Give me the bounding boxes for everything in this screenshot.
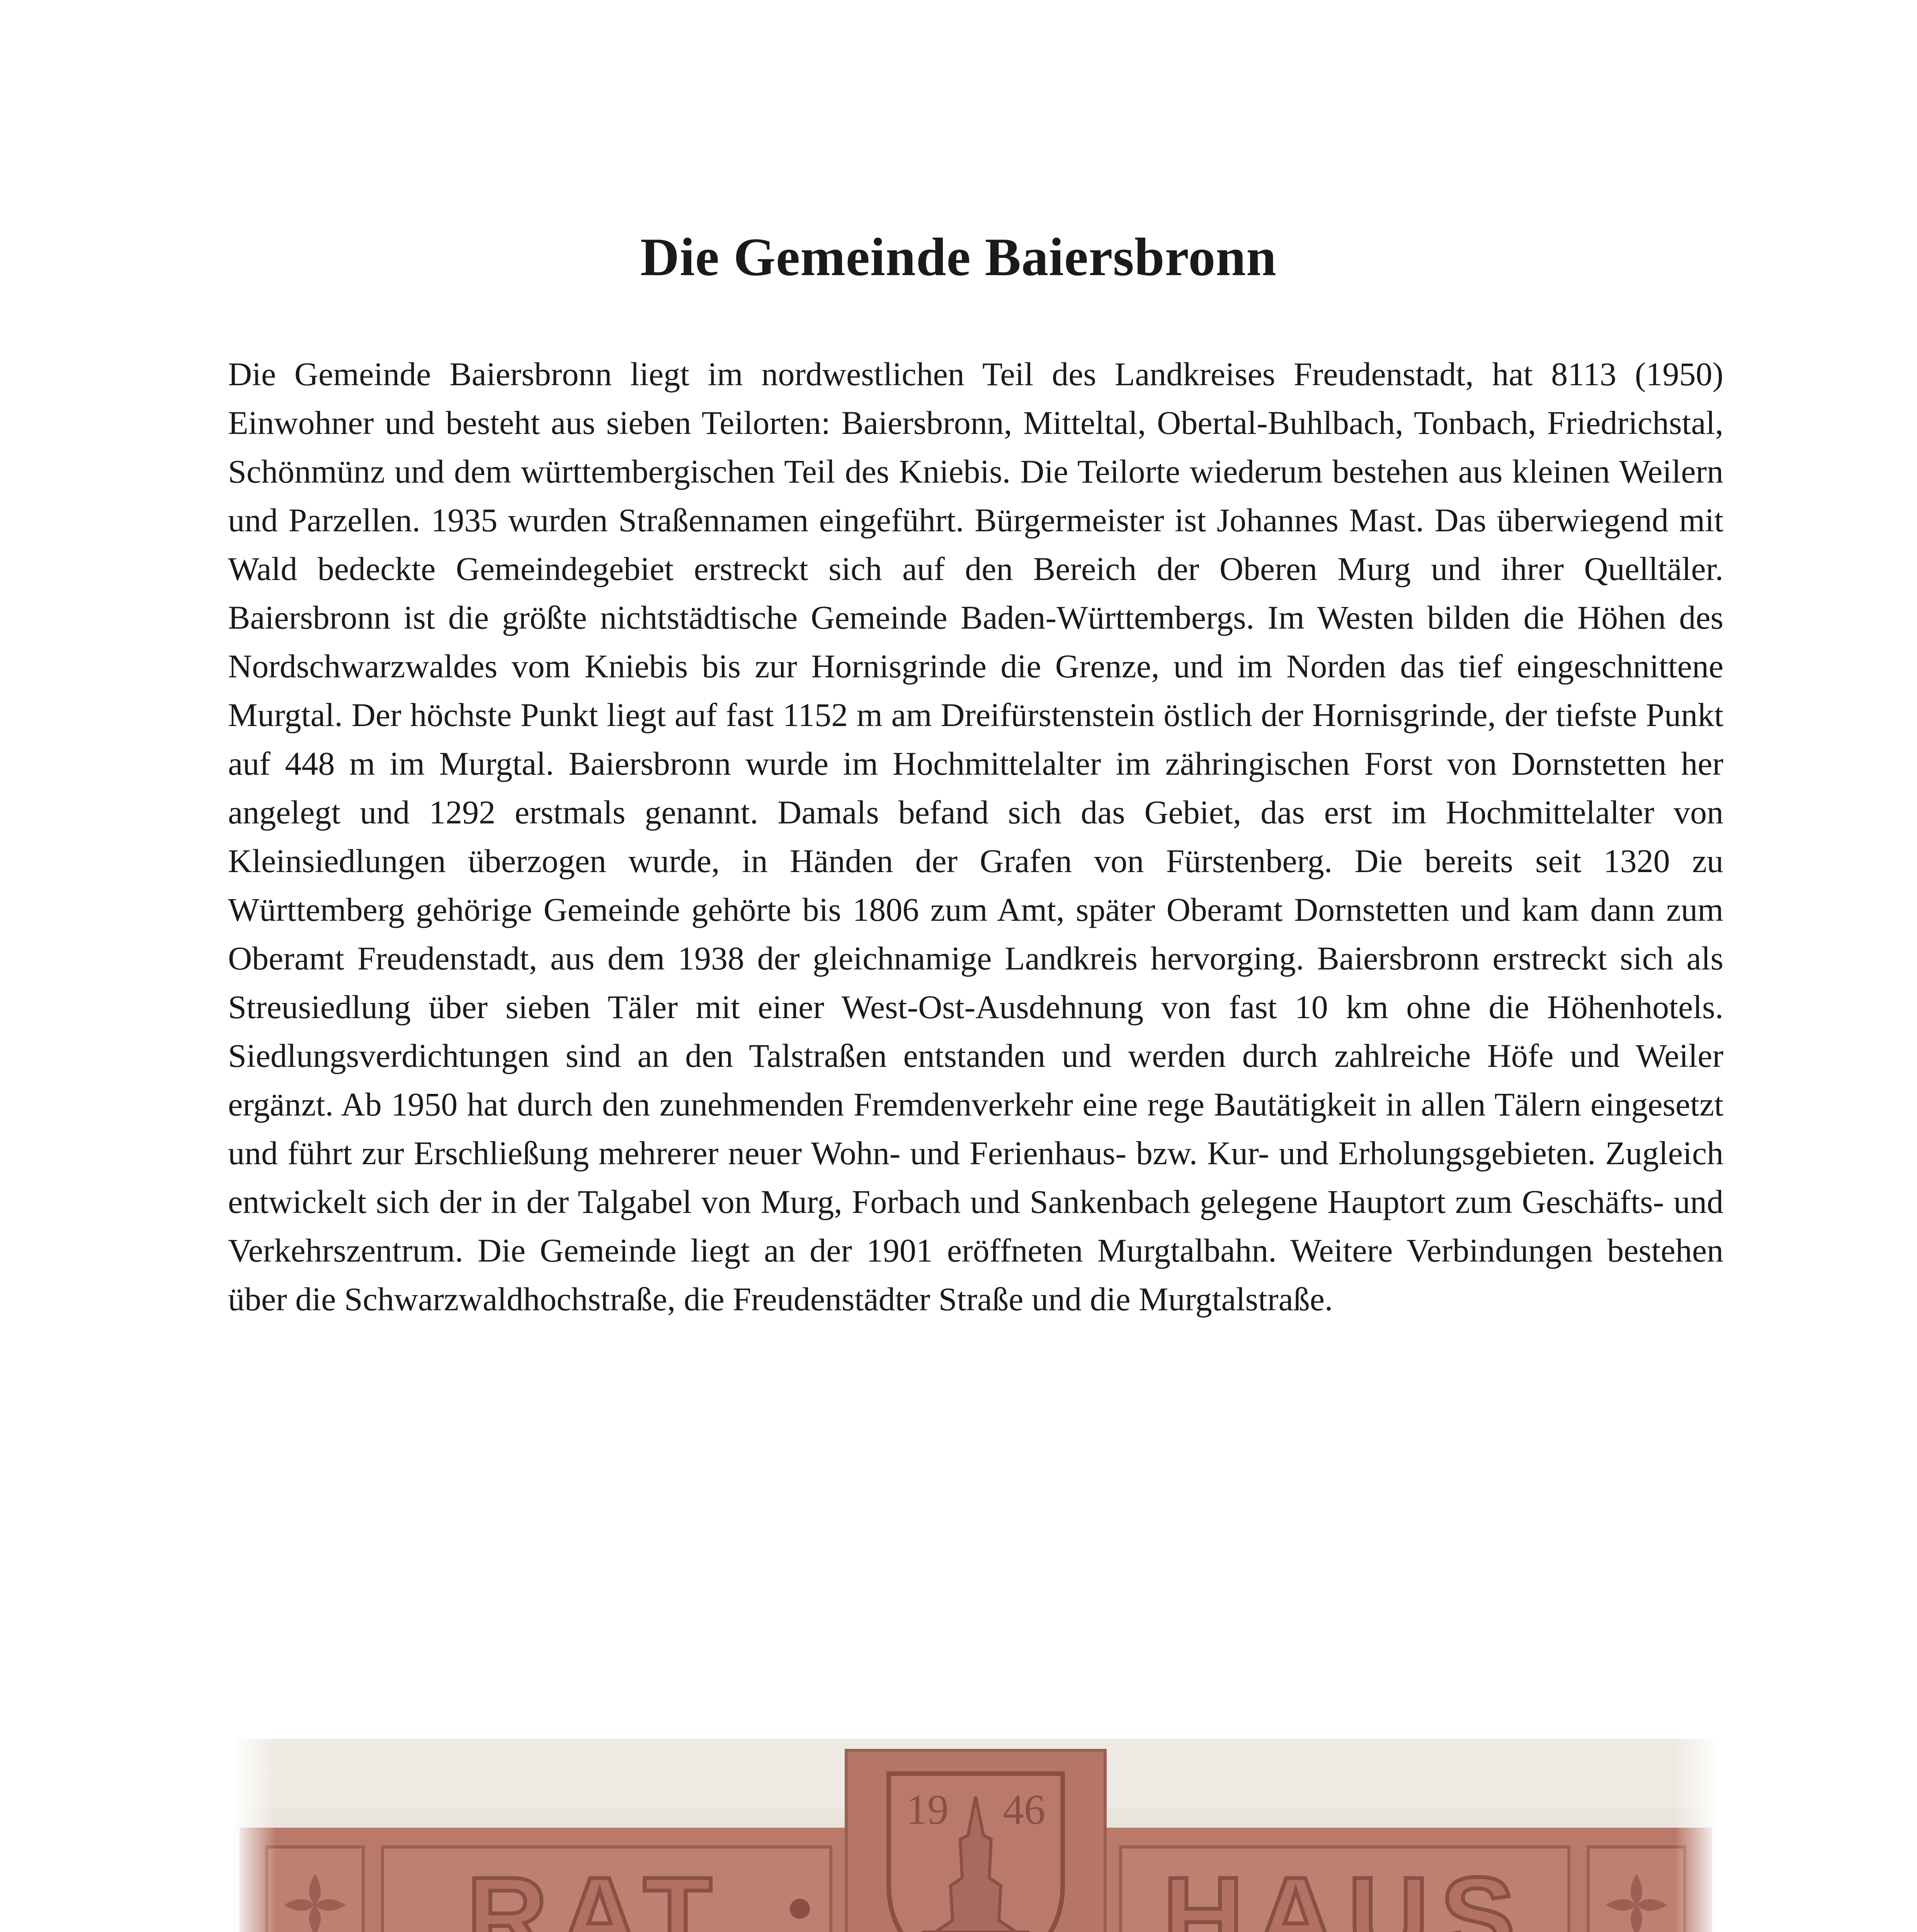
rathaus-lintel-illustration <box>232 1739 1720 1932</box>
rathaus-lintel-photo <box>232 1739 1720 1932</box>
body-paragraph: Die Gemeinde Baiersbronn liegt im nordwestlichen Teil des Landkreises Freudenstadt, hat 8113 (1950) Einwohner und besteht aus sieben Teilorten: Baiersbronn, Mitteltal, Obertal-Buhlbach, Tonbach, Friedrichstal, Schönmünz und dem württembergischen Teil des Kniebis. Die Teilorte wiederum bestehen aus kleinen Weilern und Parzellen. 1935 wurden Straßennamen eingeführt. Bürgermeister ist Johannes Mast. Das überwiegend mit Wald bedeckte Gemeindegebiet erstreckt sich auf den Bereich der Oberen Murg und ihrer Quelltäler. Baiersbronn ist die größte nichtstädtische Gemeinde Baden-Württembergs. Im Westen bilden die Höhen des Nordschwarzwaldes vom Kniebis bis zur Hornisgrinde die Grenze, und im Norden das tief eingeschnittene Murgtal. Der höchste Punkt liegt auf fast 1152 m am Dreifürstenstein östlich der Hornisgrinde, der tiefste Punkt auf 448 m im Murgtal. Baiersbronn wurde im Hochmittelalter im zähringischen Forst von Dornstetten her angelegt und 1292 erstmals genannt. Damals befand sich das Gebiet, das erst im Hochmittelalter von Kleinsiedlungen überzogen wurde, in Händen der Grafen von Fürstenberg. Die bereits seit 1320 zu Württemberg gehörige Gemeinde gehörte bis 1806 zum Amt, später Oberamt Dornstetten und kam dann zum Oberamt Freudenstadt, aus dem 1938 der gleichnamige Landkreis hervorging. Baiersbronn erstreckt sich als Streusiedlung über sieben Täler mit einer West-Ost-Ausdehnung von fast 10 km ohne die Höhenhotels. Siedlungsverdichtungen sind an den Talstraßen entstanden und werden durch zahlreiche Höfe und Weiler ergänzt. Ab 1950 hat durch den zunehmenden Fremdenverkehr eine rege Bautätigkeit in allen Tälern eingesetzt und führt zur Erschließung mehrerer neuer Wohn- und Ferienhaus- bzw. Kur- und Erholungsgebieten. Zugleich entwickelt sich der in der Talgabel von Murg, Forbach und Sankenbach gelegene Hauptort zum Geschäfts- und Verkehrszentrum. Die Gemeinde liegt an der 1901 eröffneten Murgtalbahn. Weitere Verbindungen bestehen über die Schwarzwaldhochstraße, die Freudenstädter Straße und die Murgtalstraße. <box>228 355 1723 1318</box>
page-title: Die Gemeinde Baiersbronn <box>640 227 1277 287</box>
